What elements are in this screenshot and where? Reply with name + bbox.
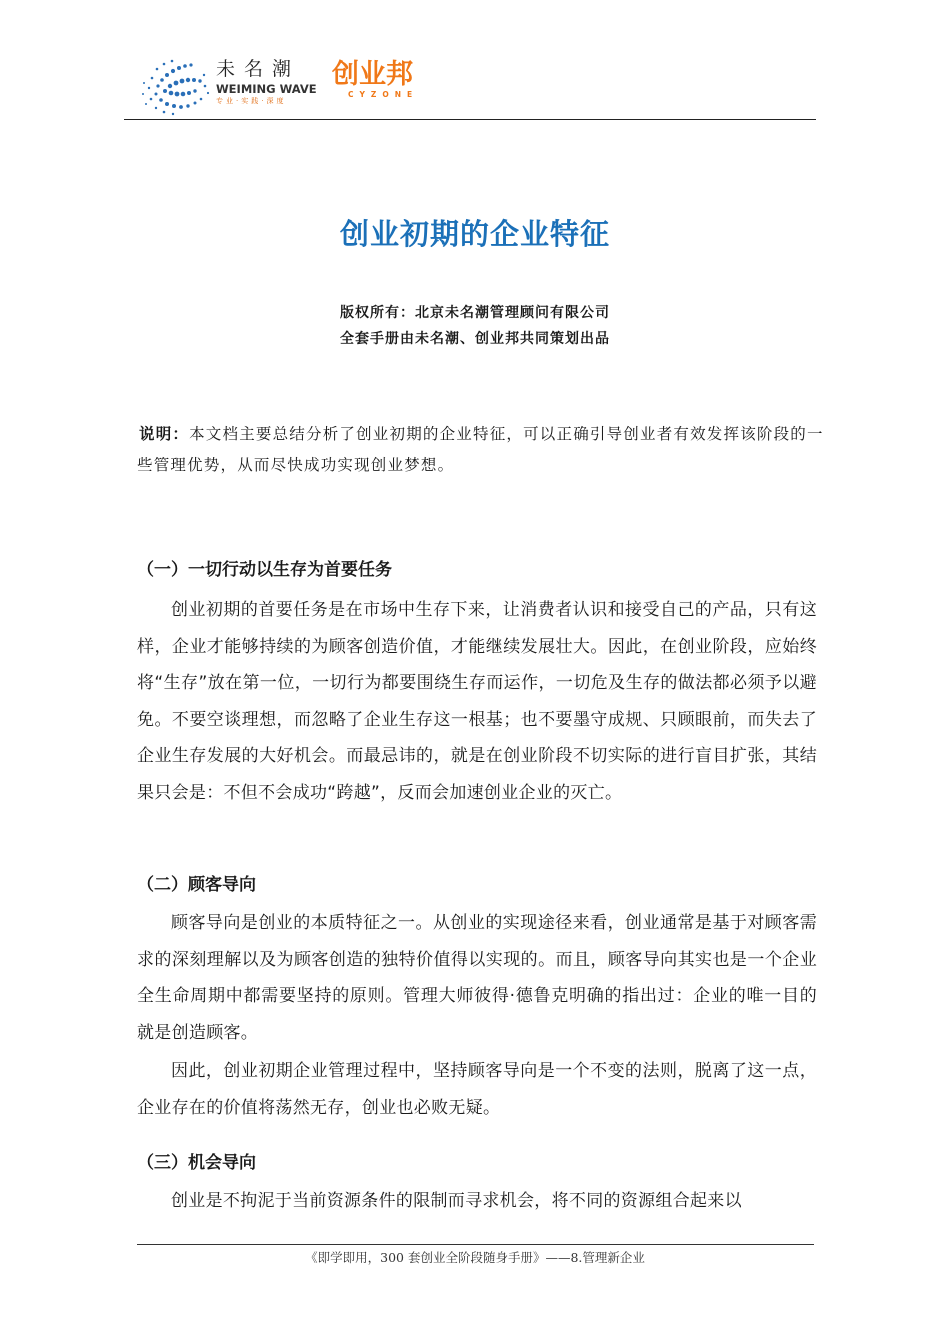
cyzone-name-en: CYZONE bbox=[348, 90, 419, 99]
section-heading-1: （一）一切行动以生存为首要任务 bbox=[137, 560, 392, 580]
cyzone-logo bbox=[332, 60, 422, 100]
note-label: 说明： bbox=[139, 424, 190, 443]
header-divider bbox=[124, 119, 816, 120]
section-2-paragraph-2: 因此，创业初期企业管理过程中，坚持顾客导向是一个不变的法则，脱离了这一点，企业存在的价值将荡然无存，创业也必败无疑。 bbox=[137, 1061, 817, 1118]
section-1-paragraph: 创业初期的首要任务是在市场中生存下来，让消费者认识和接受自己的产品，只有这样，企业才能够持续的为顾客创造价值，才能继续发展壮大。因此，在创业阶段，应始终将“生存”放在第一位，一切行为都要围绕生存而运作，一切危及生存的做法都必须予以避免。不要空谈理想，而忽略了企业生存这一根基；也不要墨守成规、只顾眼前，而失去了企业生存发展的大好机会。而最忌讳的，就是在创业阶段不切实际的进行盲目扩张，其结果只会是：不但不会成功“跨越”，反而会加速创业企业的灭亡。 bbox=[137, 600, 817, 803]
page-footer: 《即学即用，300 套创业全阶段随身手册》——8.管理新企业 bbox=[305, 1250, 645, 1265]
document-note bbox=[137, 418, 827, 481]
note-text: 本文档主要总结分析了创业初期的企业特征，可以正确引导创业者有效发挥该阶段的一些管理优势，从而尽快成功实现创业梦想。 bbox=[137, 425, 824, 474]
weiming-name-cn: 未名潮 bbox=[216, 58, 301, 80]
wave-sphere-logo-icon bbox=[132, 56, 214, 116]
footer-divider bbox=[137, 1244, 814, 1245]
section-2-paragraph-1: 顾客导向是创业的本质特征之一。从创业的实现途径来看，创业通常是基于对顾客需求的深刻理解以及为顾客创造的独特价值得以实现的。而且，顾客导向其实也是一个企业全生命周期中都需要坚持的原则。管理大师彼得·德鲁克明确的指出过：企业的唯一目的就是创造顾客。 bbox=[137, 913, 817, 1043]
section-heading-3: （三）机会导向 bbox=[137, 1153, 256, 1173]
section-heading-2: （二）顾客导向 bbox=[137, 875, 256, 895]
page-title: 创业初期的企业特征 bbox=[339, 217, 610, 251]
cyzone-name-cn: 创业邦 bbox=[332, 59, 413, 90]
page-header bbox=[124, 50, 816, 120]
copyright-line: 版权所有：北京未名潮管理顾问有限公司 bbox=[340, 305, 610, 321]
weiming-logo bbox=[216, 58, 326, 106]
weiming-name-en: WEIMING WAVE bbox=[216, 82, 317, 96]
produced-by-line: 全套手册由未名潮、创业邦共同策划出品 bbox=[340, 331, 610, 347]
weiming-slogan: 专业·实践·深度 bbox=[216, 97, 287, 105]
section-3-paragraph: 创业是不拘泥于当前资源条件的限制而寻求机会，将不同的资源组合起来以 bbox=[171, 1191, 742, 1211]
